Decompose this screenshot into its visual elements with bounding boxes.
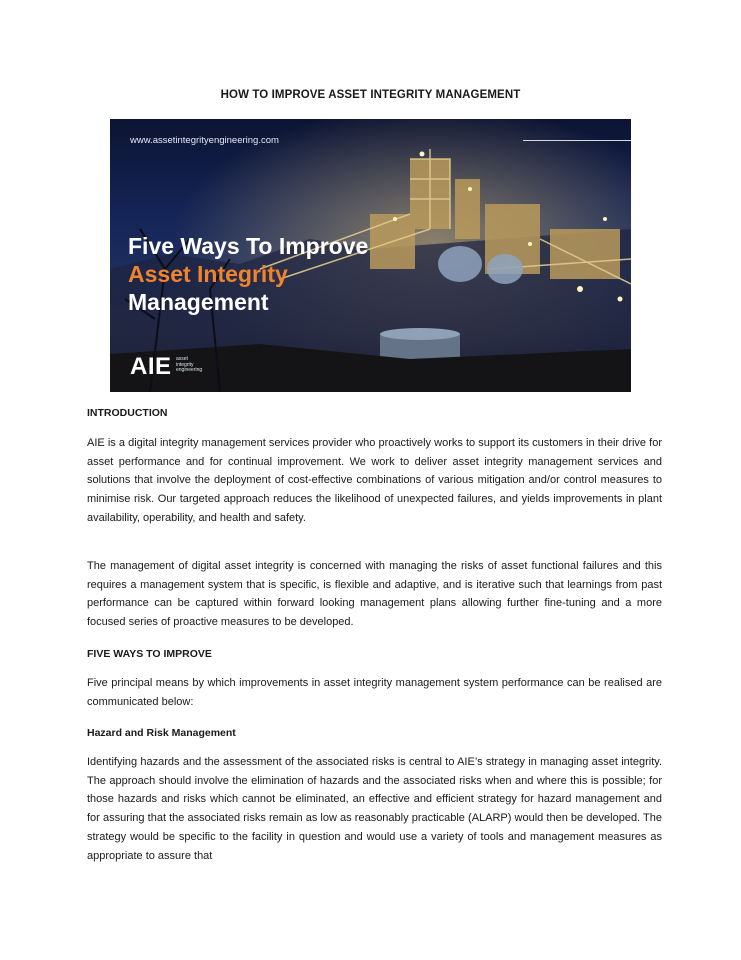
banner-url: www.assetintegrityengineering.com xyxy=(130,135,279,146)
aie-logo xyxy=(130,353,203,381)
hazard-heading: Hazard and Risk Management xyxy=(87,727,236,739)
logo-subtext: asset integrity engineering xyxy=(176,356,203,373)
introduction-paragraph-2: The management of digital asset integrity is concerned with managing the risks of asset functional failures and this requires a management system that is specific, is flexible and adaptive, and is iterative such that learnings from past performance can be captured within forward looking management plans allowing further fine-tuning and a more focused series of proactive measures to be developed. xyxy=(87,560,662,629)
banner-divider xyxy=(523,140,631,141)
hazard-paragraph: Identifying hazards and the assessment of the associated risks is central to AIE’s strategy in managing asset integrity. The approach should involve the elimination of hazards and the associated risks when and where this is possible; for those hazards and risks which cannot be eliminated, an effective and efficient strategy for hazard management and for assuring that the associated risks remain as low as reasonably practicable (ALARP) would then be developed. The strategy would be specific to the facility in question and would use a variety of tools and management measures as appropriate to assure that xyxy=(87,756,662,862)
introduction-paragraph-1: AIE is a digital integrity management services provider who proactively works to support its customers in their drive for asset performance and for continual improvement. We work to deliver asset integrity management services and solutions that involve the deployment of cost-effective combinations of various mitigation and/or control measures to minimise risk. Our targeted approach reduces the likelihood of unexpected failures, and yields improvements in plant availability, operability, and health and safety. xyxy=(87,437,662,524)
banner-image xyxy=(110,119,631,392)
headline-line-1: Five Ways To Improve xyxy=(128,233,369,259)
headline-line-2: Asset Integrity xyxy=(128,261,288,287)
headline-line-3: Management xyxy=(128,289,269,315)
introduction-heading: INTRODUCTION xyxy=(87,407,168,419)
logo-text: AIE xyxy=(130,353,172,380)
banner-headline xyxy=(128,232,368,316)
document-title: HOW TO IMPROVE ASSET INTEGRITY MANAGEMENT xyxy=(220,89,521,101)
five-ways-heading: FIVE WAYS TO IMPROVE xyxy=(87,648,212,660)
five-ways-paragraph: Five principal means by which improvements in asset integrity management system performance can be realised are communicated below: xyxy=(87,677,662,708)
